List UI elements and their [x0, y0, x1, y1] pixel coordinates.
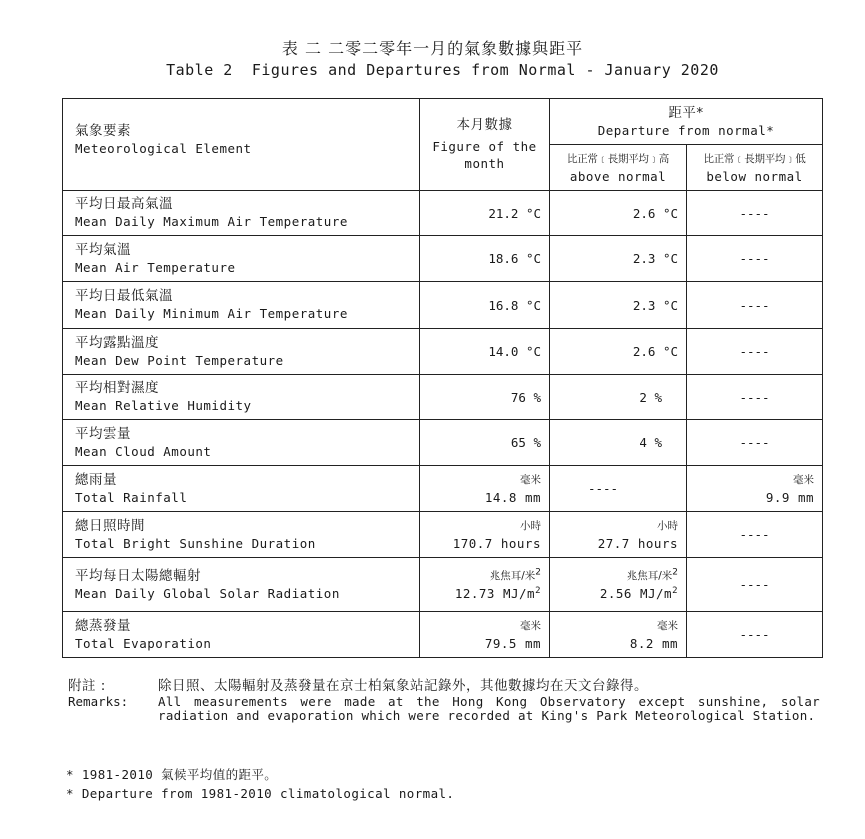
above-cell [550, 612, 687, 658]
element-cell [63, 420, 420, 466]
above-value-sup: 2 [672, 585, 678, 596]
above-unit-cn: 毫米 [657, 619, 678, 632]
below-cell: ---- [687, 420, 823, 466]
above-cell [550, 512, 687, 558]
figure-cell: 18.6 °C [420, 236, 550, 282]
header-above-cn: 比正常﹝長期平均﹞高 [567, 152, 669, 165]
header-figure-en-2: month [464, 156, 505, 171]
header-figure-cell [420, 99, 550, 191]
header-departure-cn: 距平* [668, 104, 704, 121]
figure-unit-cn: 小時 [520, 519, 541, 532]
header-below-cell [687, 145, 823, 191]
figure-value [455, 586, 541, 601]
header-row-top [63, 99, 823, 145]
below-cell [687, 466, 823, 512]
remarks-text-cn: 除日照、太陽輻射及蒸發量在京士柏氣象站記錄外，其他數據均在天文台錄得。 [158, 678, 648, 694]
above-unit-cn: 小時 [657, 519, 678, 532]
figure-cell [420, 558, 550, 612]
above-unit-text: 兆焦耳/米 [626, 569, 673, 582]
element-en: Mean Dew Point Temperature [75, 352, 284, 368]
footnote-en: * Departure from 1981-2010 climatological normal. [66, 786, 455, 801]
header-figure-en-1: Figure of the [432, 139, 537, 154]
header-below-en: below normal [706, 168, 803, 184]
element-cell [63, 329, 420, 375]
below-unit-cn: 毫米 [793, 473, 815, 486]
below-cell: ---- [687, 512, 823, 558]
element-cn: 總雨量 [75, 471, 117, 488]
table-row [63, 191, 823, 236]
above-cell: 2.6 °C [550, 191, 687, 236]
element-en: Mean Relative Humidity [75, 398, 252, 413]
below-cell: ---- [687, 375, 823, 420]
element-en: Mean Cloud Amount [75, 443, 212, 459]
figure-unit-sup: 2 [535, 567, 541, 577]
element-cell [63, 612, 420, 658]
element-en: Mean Daily Maximum Air Temperature [75, 214, 348, 229]
table-row [63, 558, 823, 612]
below-cell: ---- [687, 612, 823, 658]
remarks-section [68, 678, 828, 723]
header-element-en: Meteorological Element [75, 141, 252, 156]
element-cn: 平均雲量 [75, 425, 131, 442]
element-cn: 平均氣溫 [75, 241, 131, 258]
header-above-en: above normal [569, 168, 667, 184]
header-figure-cn: 本月數據 [456, 117, 513, 133]
header-below-cn: 比正常﹝長期平均﹞低 [703, 152, 806, 165]
table-row [63, 236, 823, 282]
element-cn: 平均相對濕度 [75, 380, 159, 396]
below-value: 9.9 mm [765, 489, 815, 505]
above-cell: 2.3 °C [550, 236, 687, 282]
element-en: Total Bright Sunshine Duration [75, 535, 316, 551]
table-row [63, 329, 823, 375]
above-cell: 2.3 °C [550, 282, 687, 329]
below-cell: ---- [687, 329, 823, 375]
element-cell [63, 466, 420, 512]
figure-value: 14.8 mm [484, 489, 541, 505]
above-cell [550, 558, 687, 612]
above-value-text: 2.56 MJ/m [599, 585, 673, 601]
remarks-label-cn: 附註 : [68, 678, 106, 694]
below-cell: ---- [687, 558, 823, 612]
figure-cell [420, 612, 550, 658]
above-unit-cn [550, 568, 678, 585]
element-cell [63, 558, 420, 612]
figure-unit-cn: 毫米 [520, 619, 541, 632]
element-cell [63, 375, 420, 420]
header-departure-cell [550, 99, 823, 145]
table-row [63, 512, 823, 558]
below-cell: ---- [687, 282, 823, 329]
figure-unit-cn [420, 568, 541, 585]
above-value: 8.2 mm [629, 635, 678, 651]
above-cell: 2 % [550, 375, 687, 420]
figure-cell [420, 466, 550, 512]
figure-value-text: 12.73 MJ/m [454, 585, 536, 601]
remarks-label-en: Remarks: [68, 694, 129, 709]
figure-value: 170.7 hours [452, 535, 541, 551]
element-cn: 總日照時間 [75, 517, 145, 534]
element-cn: 平均日最低氣溫 [75, 288, 173, 304]
element-cell [63, 512, 420, 558]
header-element-cell [63, 99, 420, 191]
element-en: Mean Daily Global Solar Radiation [75, 585, 340, 601]
header-element-cn: 氣象要素 [75, 123, 131, 139]
table-title-chinese: 表 二 二零二零年一月的氣象數據與距平 [281, 39, 584, 58]
figure-cell: 16.8 °C [420, 282, 550, 329]
element-en: Total Rainfall [75, 489, 188, 505]
element-cell [63, 236, 420, 282]
figure-cell: 76 % [420, 375, 550, 420]
table-row [63, 612, 823, 658]
header-departure-en: Departure from normal* [597, 122, 775, 138]
below-cell: ---- [687, 191, 823, 236]
table-row [63, 282, 823, 329]
figure-value-sup: 2 [535, 585, 541, 596]
element-cell [63, 282, 420, 329]
figure-unit-text: 兆焦耳/米 [489, 569, 536, 582]
element-cell [63, 191, 420, 236]
footnote-cn: * 1981-2010 氣候平均值的距平。 [66, 767, 278, 782]
above-cell: 2.6 °C [550, 329, 687, 375]
element-en: Total Evaporation [75, 635, 212, 651]
below-cell: ---- [687, 236, 823, 282]
above-value [600, 586, 678, 601]
climate-data-table [62, 98, 823, 658]
figure-cell: 14.0 °C [420, 329, 550, 375]
figure-unit-cn: 毫米 [520, 473, 541, 486]
above-unit-sup: 2 [672, 567, 678, 577]
figure-value: 79.5 mm [484, 635, 541, 651]
above-cell: ---- [550, 466, 687, 512]
table-row [63, 420, 823, 466]
element-cn: 平均日最高氣溫 [75, 196, 173, 212]
table-row [63, 375, 823, 420]
element-en: Mean Daily Minimum Air Temperature [75, 306, 348, 321]
above-value: 27.7 hours [597, 535, 678, 551]
figure-cell: 21.2 °C [420, 191, 550, 236]
table-row [63, 466, 823, 512]
figure-cell: 65 % [420, 420, 550, 466]
element-cn: 平均每日太陽總輻射 [75, 567, 201, 584]
element-cn: 平均露點溫度 [75, 334, 159, 351]
figure-cell [420, 512, 550, 558]
remarks-text-en: All measurements were made at the Hong Kong Observatory except sunshine, solar radiation and evaporation which were recorded at King's Park Meteorological Station. [158, 694, 820, 723]
above-cell: 4 % [550, 420, 687, 466]
table-title-english: Table 2 Figures and Departures from Normal - January 2020 [166, 61, 719, 79]
header-above-cell [550, 145, 687, 191]
element-cn: 總蒸發量 [75, 617, 131, 634]
element-en: Mean Air Temperature [75, 259, 236, 275]
